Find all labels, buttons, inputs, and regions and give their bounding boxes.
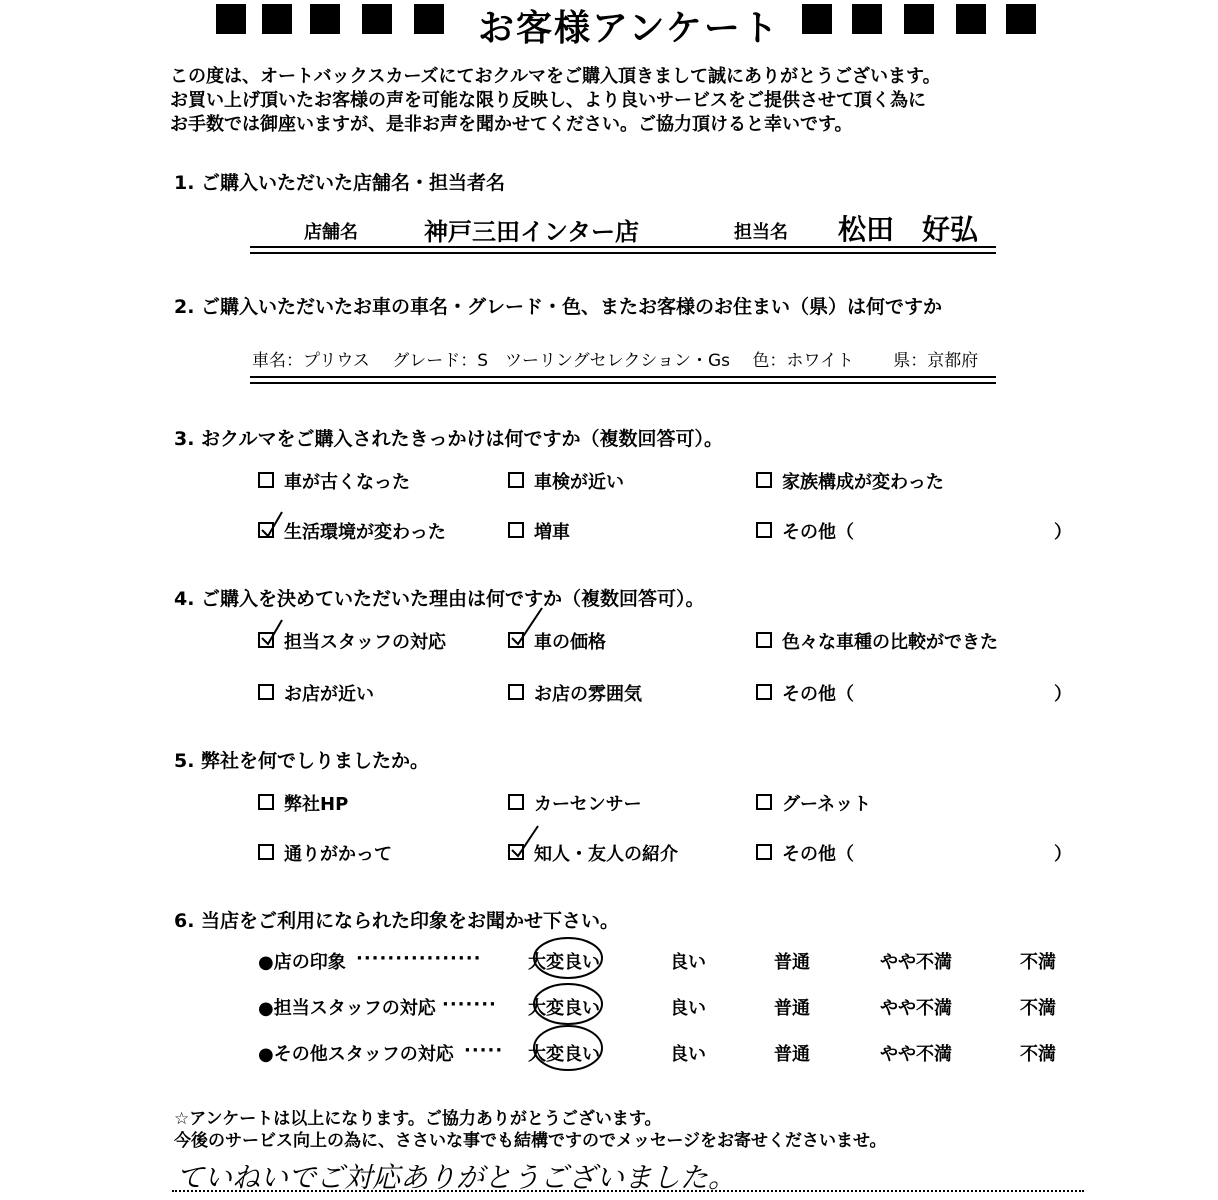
q6-rating-option[interactable]: 良い bbox=[670, 952, 706, 973]
q2-answer: 車名：プリウス グレード：S ツーリングセレクション・Gs 色：ホワイト 県：京都府 bbox=[252, 351, 979, 371]
q2-underline-bottom bbox=[250, 382, 996, 384]
intro-line-3: お手数では御座いますが、是非お声を聞かせてください。ご協力頂けると幸いです。 bbox=[170, 114, 853, 135]
q4-option-label: その他（ bbox=[782, 684, 854, 705]
q5-close-paren: ） bbox=[1054, 844, 1072, 865]
q3-option-label: 家族構成が変わった bbox=[782, 472, 944, 493]
q6-rating-option[interactable]: 普通 bbox=[774, 952, 810, 973]
q6-rating-option[interactable]: 大変良い bbox=[528, 1044, 600, 1065]
check-mark-icon bbox=[256, 508, 286, 540]
q4-checkbox-5[interactable] bbox=[508, 684, 524, 700]
q6-row-label: ●その他スタッフの対応 bbox=[258, 1044, 454, 1065]
q4-option-label: お店の雰囲気 bbox=[534, 684, 642, 705]
q1-underline-bottom bbox=[250, 252, 996, 254]
q2-question: 2. ご購入いただいたお車の車名・グレード・色、またお客様のお住まい（県）は何ですか bbox=[174, 296, 943, 318]
q6-rating-option[interactable]: 大変良い bbox=[528, 952, 600, 973]
q2-underline-top bbox=[250, 376, 996, 378]
staff-value: 松田 好弘 bbox=[838, 213, 979, 246]
store-label: 店舗名 bbox=[304, 222, 358, 243]
q6-rating-option[interactable]: やや不満 bbox=[880, 998, 952, 1019]
q6-question: 6. 当店をご利用になられた印象をお聞かせ下さい。 bbox=[174, 910, 620, 932]
q4-checkbox-6[interactable] bbox=[756, 684, 772, 700]
q3-option-label: その他（ bbox=[782, 522, 854, 543]
q3-option-label: 増車 bbox=[534, 522, 570, 543]
q6-rating-option[interactable]: やや不満 bbox=[880, 952, 952, 973]
q6-row-dots: ················ bbox=[356, 948, 482, 969]
q1-question: 1. ご購入いただいた店舗名・担当者名 bbox=[174, 172, 506, 194]
q6-rating-option[interactable]: 大変良い bbox=[528, 998, 600, 1019]
q6-rating-option[interactable]: 良い bbox=[670, 998, 706, 1019]
q5-option-label: 知人・友人の紹介 bbox=[534, 844, 678, 865]
q6-row-dots: ····· bbox=[464, 1040, 504, 1061]
q6-row-label: ●担当スタッフの対応 bbox=[258, 998, 436, 1019]
q5-option-label: カーセンサー bbox=[534, 794, 642, 815]
intro-line-2: お買い上げ頂いたお客様の声を可能な限り反映し、より良いサービスをご提供させて頂く為に bbox=[170, 90, 926, 111]
q3-question: 3. おクルマをご購入されたきっかけは何ですか（複数回答可）。 bbox=[174, 428, 723, 450]
q3-close-paren: ） bbox=[1054, 522, 1072, 543]
q3-checkbox-2[interactable] bbox=[508, 472, 524, 488]
q4-checkbox-4[interactable] bbox=[258, 684, 274, 700]
q5-question: 5. 弊社を何でしりましたか。 bbox=[174, 750, 430, 772]
q6-row-label: ●店の印象 bbox=[258, 952, 346, 973]
q6-rating-option[interactable]: 良い bbox=[670, 1044, 706, 1065]
q4-checkbox-3[interactable] bbox=[756, 632, 772, 648]
q5-checkbox-2[interactable] bbox=[508, 794, 524, 810]
q5-checkbox-4[interactable] bbox=[258, 844, 274, 860]
q4-close-paren: ） bbox=[1054, 684, 1072, 705]
q3-checkbox-1[interactable] bbox=[258, 472, 274, 488]
check-mark-icon bbox=[256, 616, 286, 648]
q6-rating-option[interactable]: 普通 bbox=[774, 1044, 810, 1065]
q3-checkbox-5[interactable] bbox=[508, 522, 524, 538]
store-value: 神戸三田インター店 bbox=[424, 218, 640, 246]
q6-rating-option[interactable]: やや不満 bbox=[880, 1044, 952, 1065]
staff-label: 担当名 bbox=[734, 222, 788, 243]
q5-option-label: 通りがかって bbox=[284, 844, 392, 865]
q5-option-label: グーネット bbox=[782, 794, 872, 815]
q4-option-label: 担当スタッフの対応 bbox=[284, 632, 446, 653]
q4-option-label: 色々な車種の比較ができた bbox=[782, 632, 998, 653]
intro-line-1: この度は、オートバックスカーズにておクルマをご購入頂きまして誠にありがとうございます。 bbox=[170, 66, 941, 87]
footer-request: 今後のサービス向上の為に、ささいな事でも結構ですのでメッセージをお寄せくださいませ。 bbox=[174, 1131, 887, 1151]
q3-option-label: 車検が近い bbox=[534, 472, 624, 493]
q1-underline-top bbox=[250, 246, 996, 248]
page-title: お客様アンケート bbox=[478, 8, 780, 49]
q4-option-label: お店が近い bbox=[284, 684, 374, 705]
q5-checkbox-3[interactable] bbox=[756, 794, 772, 810]
handwritten-message: ていねいでご対応ありがとうございました。 bbox=[176, 1161, 737, 1194]
q3-checkbox-3[interactable] bbox=[756, 472, 772, 488]
q6-rating-option[interactable]: 不満 bbox=[1020, 1044, 1056, 1065]
q3-checkbox-6[interactable] bbox=[756, 522, 772, 538]
message-line bbox=[172, 1190, 1084, 1192]
q5-option-label: その他（ bbox=[782, 844, 854, 865]
q3-option-label: 車が古くなった bbox=[284, 472, 410, 493]
q5-checkbox-1[interactable] bbox=[258, 794, 274, 810]
q4-option-label: 車の価格 bbox=[534, 632, 606, 653]
q5-checkbox-6[interactable] bbox=[756, 844, 772, 860]
footer-thanks: ☆アンケートは以上になります。ご協力ありがとうございます。 bbox=[174, 1109, 662, 1129]
q6-rating-option[interactable]: 不満 bbox=[1020, 998, 1056, 1019]
q6-row-dots: ······· bbox=[442, 994, 497, 1015]
q4-question: 4. ご購入を決めていただいた理由は何ですか（複数回答可）。 bbox=[174, 588, 705, 610]
q6-rating-option[interactable]: 普通 bbox=[774, 998, 810, 1019]
q5-option-label: 弊社HP bbox=[284, 794, 349, 815]
q6-rating-option[interactable]: 不満 bbox=[1020, 952, 1056, 973]
q3-option-label: 生活環境が変わった bbox=[284, 522, 446, 543]
